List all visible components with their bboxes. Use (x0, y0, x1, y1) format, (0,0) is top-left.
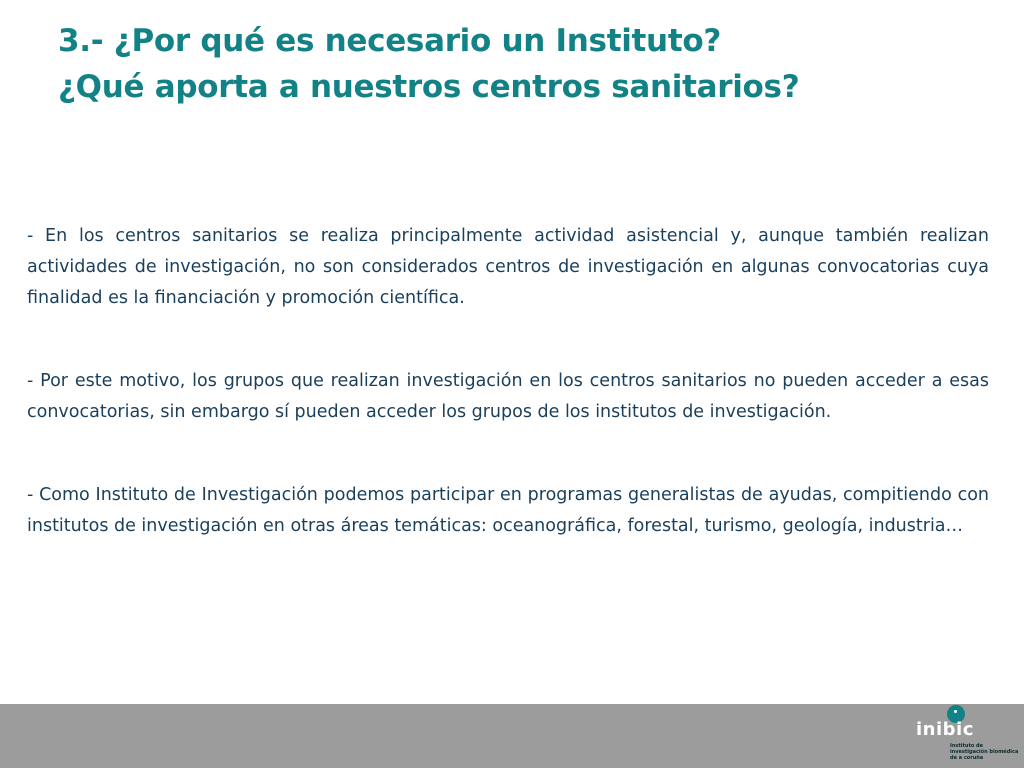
paragraph-1: - En los centros sanitarios se realiza principalmente actividad asistencial y, aunque también realizan actividades de investigación, no son considerados centros de investigación en algunas convocatorias cuya finalidad es la financiación y promoción científica. (27, 226, 989, 308)
logo-subtitle-line-2: investigación biomédica (950, 749, 1019, 755)
slide-body (27, 221, 989, 542)
paragraph-2: - Por este motivo, los grupos que realizan investigación en los centros sanitarios no pueden acceder a esas convocatorias, sin embargo sí pueden acceder los grupos de los institutos de investigación. (27, 371, 989, 422)
logo-wordmark: inibic (916, 719, 974, 740)
logo-subtitle (950, 743, 1019, 761)
footer-bar (0, 704, 1024, 768)
slide-title (58, 18, 958, 110)
title-line-1: 3.- ¿Por qué es necesario un Instituto? (58, 23, 722, 59)
logo-dot-icon (954, 710, 957, 713)
title-line-2: ¿Qué aporta a nuestros centros sanitarios? (58, 69, 800, 105)
logo-subtitle-line-1: Instituto de (950, 743, 983, 749)
inibic-logo (916, 705, 1019, 763)
paragraph-3: - Como Instituto de Investigación podemos participar en programas generalistas de ayudas, compitiendo con institutos de investigación en otras áreas temáticas: oceanográfica, forestal, turismo, geología, industria… (27, 485, 989, 536)
logo-subtitle-line-3: de a coruña (950, 755, 984, 761)
